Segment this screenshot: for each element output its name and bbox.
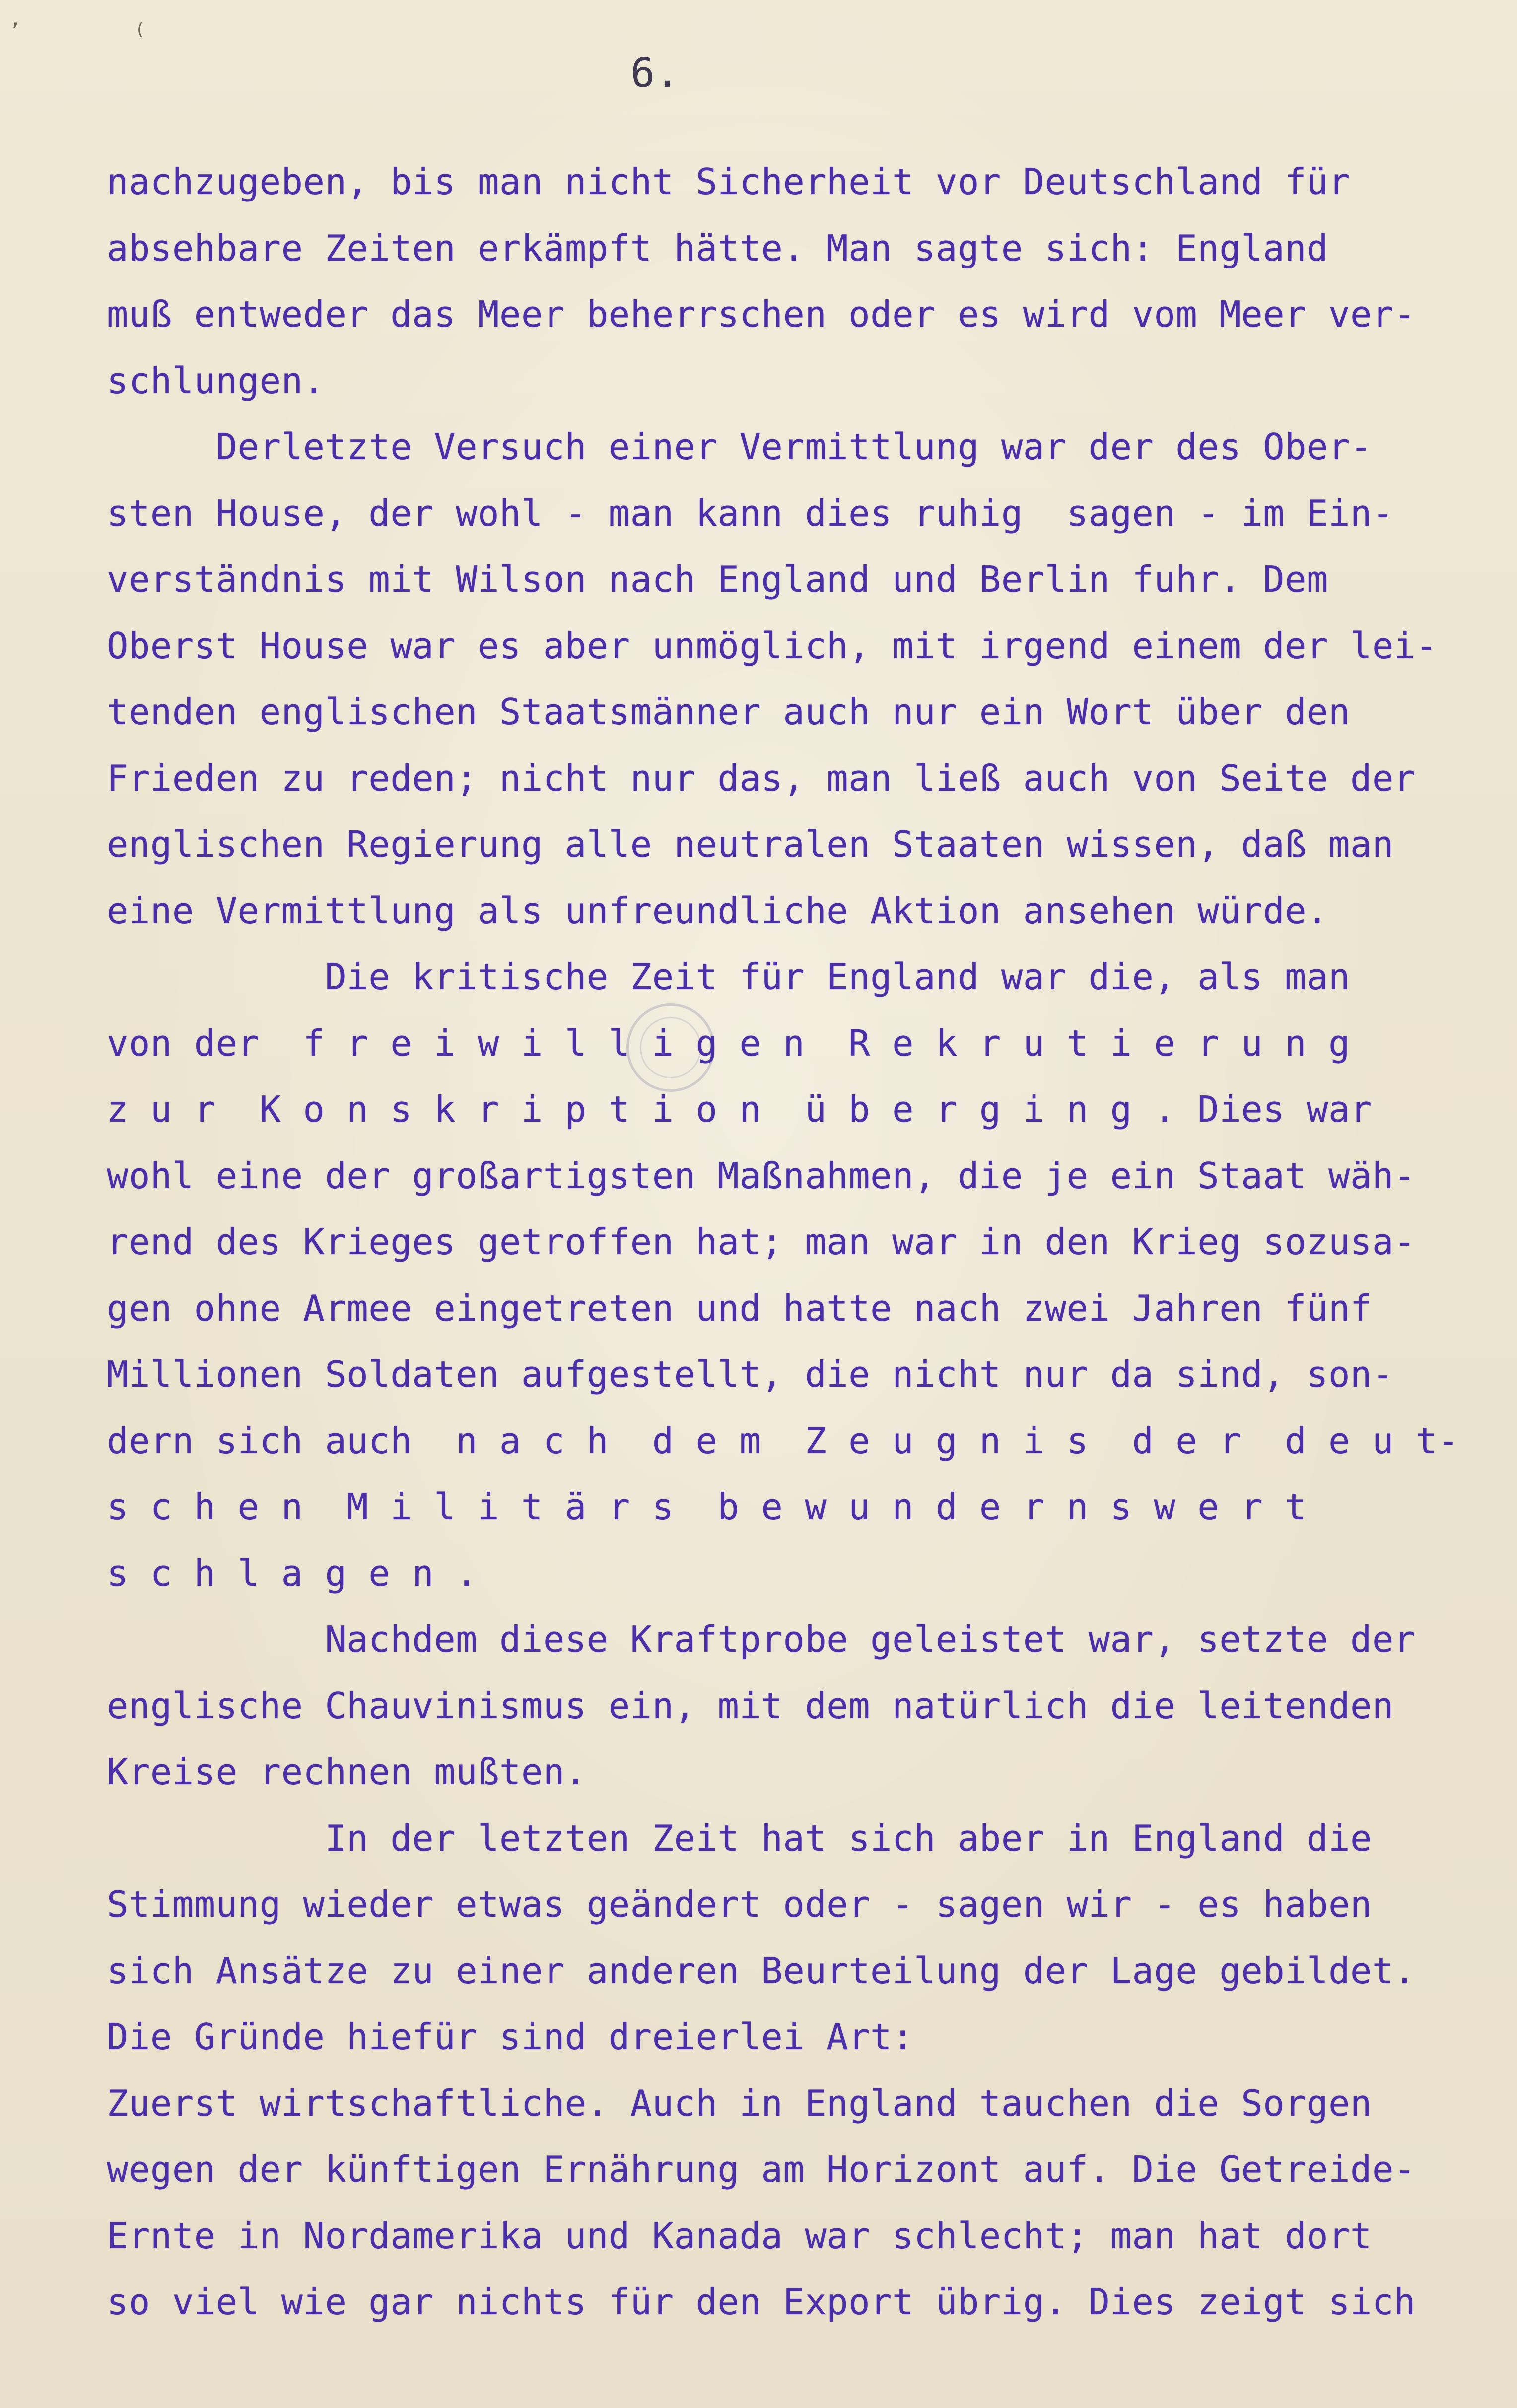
text-line: z u r K o n s k r i p t i o n ü b e r g i n g . Dies war (107, 1088, 1372, 1130)
text-line: Zuerst wirtschaftliche. Auch in England tauchen die Sorgen (107, 2082, 1372, 2124)
text-line: englische Chauvinismus ein, mit dem natürlich die leitenden (107, 1684, 1394, 1727)
text-line: nachzugeben, bis man nicht Sicherheit vor Deutschland für (107, 161, 1351, 202)
text-line: Derletzte Versuch einer Vermittlung war der des Ober- (107, 426, 1372, 468)
text-line: eine Vermittlung als unfreundliche Aktion ansehen würde. (107, 889, 1329, 932)
text-line: wohl eine der großartigsten Maßnahmen, die je ein Staat wäh- (107, 1154, 1416, 1197)
corner-mark: ’ (9, 20, 21, 43)
text-line: schlungen. (107, 359, 325, 401)
text-line: so viel wie gar nichts für den Export übrig. Dies zeigt sich (107, 2281, 1416, 2323)
text-line: sten House, der wohl - man kann dies ruhig sagen - im Ein- (107, 492, 1394, 534)
text-line: dern sich auch n a c h d e m Z e u g n i s d e r d e u t- (107, 1419, 1459, 1462)
text-line: s c h e n M i l i t ä r s b e w u n d e r n s w e r t (107, 1486, 1307, 1528)
typewritten-body (107, 149, 1477, 2336)
text-line: Die kritische Zeit für England war die, als man (107, 956, 1351, 998)
text-line: Oberst House war es aber unmöglich, mit irgend einem der lei- (107, 624, 1438, 667)
text-line: In der letzten Zeit hat sich aber in England die (107, 1817, 1372, 1859)
text-line: Nachdem diese Kraftprobe geleistet war, setzte der (107, 1618, 1416, 1660)
page-number: 6. (630, 50, 680, 97)
text-line: Die Gründe hiefür sind dreierlei Art: (107, 2016, 914, 2058)
text-line: Frieden zu reden; nicht nur das, man ließ auch von Seite der (107, 757, 1416, 799)
text-line: rend des Krieges getroffen hat; man war in den Krieg sozusa- (107, 1221, 1416, 1263)
text-line: Millionen Soldaten aufgestellt, die nicht nur da sind, son- (107, 1353, 1394, 1395)
text-line: sich Ansätze zu einer anderen Beurteilung der Lage gebildet. (107, 1949, 1416, 1992)
text-line: verständnis mit Wilson nach England und Berlin fuhr. Dem (107, 558, 1329, 600)
text-line: gen ohne Armee eingetreten und hatte nach zwei Jahren fünf (107, 1287, 1372, 1329)
corner-mark: ( (135, 20, 145, 40)
text-line: muß entweder das Meer beherrschen oder es wird vom Meer ver- (107, 293, 1416, 335)
text-line: englischen Regierung alle neutralen Staaten wissen, daß man (107, 823, 1394, 865)
text-line: tenden englischen Staatsmänner auch nur ein Wort über den (107, 691, 1351, 733)
text-line: Stimmung wieder etwas geändert oder - sagen wir - es haben (107, 1883, 1372, 1925)
text-line: Ernte in Nordamerika und Kanada war schlecht; man hat dort (107, 2214, 1372, 2257)
text-line: von der f r e i w i l l i g e n R e k r u t i e r u n g (107, 1022, 1351, 1064)
text-line: wegen der künftigen Ernährung am Horizont auf. Die Getreide- (107, 2148, 1416, 2190)
text-line: s c h l a g e n . (107, 1552, 478, 1594)
text-line: absehbare Zeiten erkämpft hätte. Man sagte sich: England (107, 227, 1329, 269)
text-line: Kreise rechnen mußten. (107, 1751, 587, 1793)
